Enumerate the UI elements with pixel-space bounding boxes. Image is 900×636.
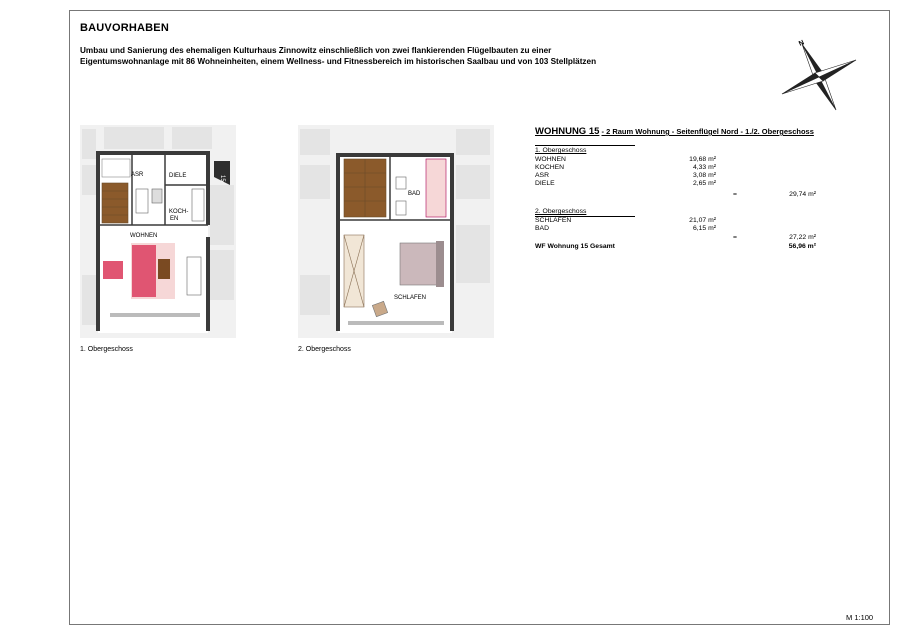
north-label: N: [797, 39, 806, 48]
total-area: 56,96 m²: [788, 243, 816, 250]
room-name: WOHNEN: [535, 156, 566, 163]
section-divider: [535, 145, 635, 146]
room-area: 21,07 m²: [689, 217, 716, 224]
subtotal-floor-1: 29,74 m²: [789, 191, 816, 198]
total-label: WF Wohnung 15 Gesamt: [535, 243, 615, 250]
room-area: 2,65 m²: [692, 180, 716, 187]
project-title: BAUVORHABEN: [80, 22, 169, 34]
subtotal-equals: =: [733, 191, 737, 198]
room-label-schlafen: SCHLAFEN: [394, 295, 427, 301]
north-arrow-icon: [778, 36, 860, 118]
project-description: [80, 46, 680, 67]
room-area: 6,15 m²: [692, 225, 716, 232]
scale-label: M 1:100: [846, 613, 874, 622]
room-area: 3,08 m²: [692, 172, 716, 179]
section-heading-floor-2: 2. Obergeschoss: [535, 208, 587, 215]
room-label-diele: DIELE: [169, 173, 187, 179]
room-name: ASR: [535, 172, 549, 179]
description-line-2: Eigentumswohnanlage mit 86 Wohneinheiten, einem Wellness- und Fitnessbereich im historischen Saalbau und von 103 Stellplätzen: [80, 56, 597, 66]
unit-subtitle: - 2 Raum Wohnung - Seitenflügel Nord - 1./2. Obergeschoss: [601, 127, 814, 136]
room-label-kochen-1: KOCH-: [169, 209, 189, 215]
caption-floor-2: 2. Obergeschoss: [298, 346, 351, 353]
floor-plan-1: [80, 125, 236, 338]
room-name: SCHLAFEN: [535, 217, 572, 224]
caption-floor-1: 1. Obergeschoss: [80, 346, 133, 353]
unit-title: [535, 126, 814, 137]
room-name: BAD: [535, 225, 549, 232]
room-name: DIELE: [535, 180, 555, 187]
room-label-kochen-2: EN: [170, 216, 179, 222]
subtotal-equals: =: [733, 234, 737, 241]
room-area: 4,33 m²: [692, 164, 716, 171]
room-label-bad: BAD: [408, 191, 421, 197]
room-label-wohnen: WOHNEN: [130, 233, 158, 239]
unit-name: WOHNUNG 15: [535, 126, 600, 137]
floor-plan-2: [298, 125, 494, 338]
room-name: KOCHEN: [535, 164, 565, 171]
subtotal-floor-2: 27,22 m²: [789, 234, 816, 241]
room-area: 19,68 m²: [689, 156, 716, 163]
section-heading-floor-1: 1. Obergeschoss: [535, 147, 587, 154]
description-line-1: Umbau und Sanierung des ehemaligen Kulturhaus Zinnowitz einschließlich von zwei flankierenden Flügelbauten zu einer: [80, 46, 552, 55]
unit-number-label: 15: [219, 175, 225, 182]
room-label-asr: ASR: [131, 172, 144, 178]
